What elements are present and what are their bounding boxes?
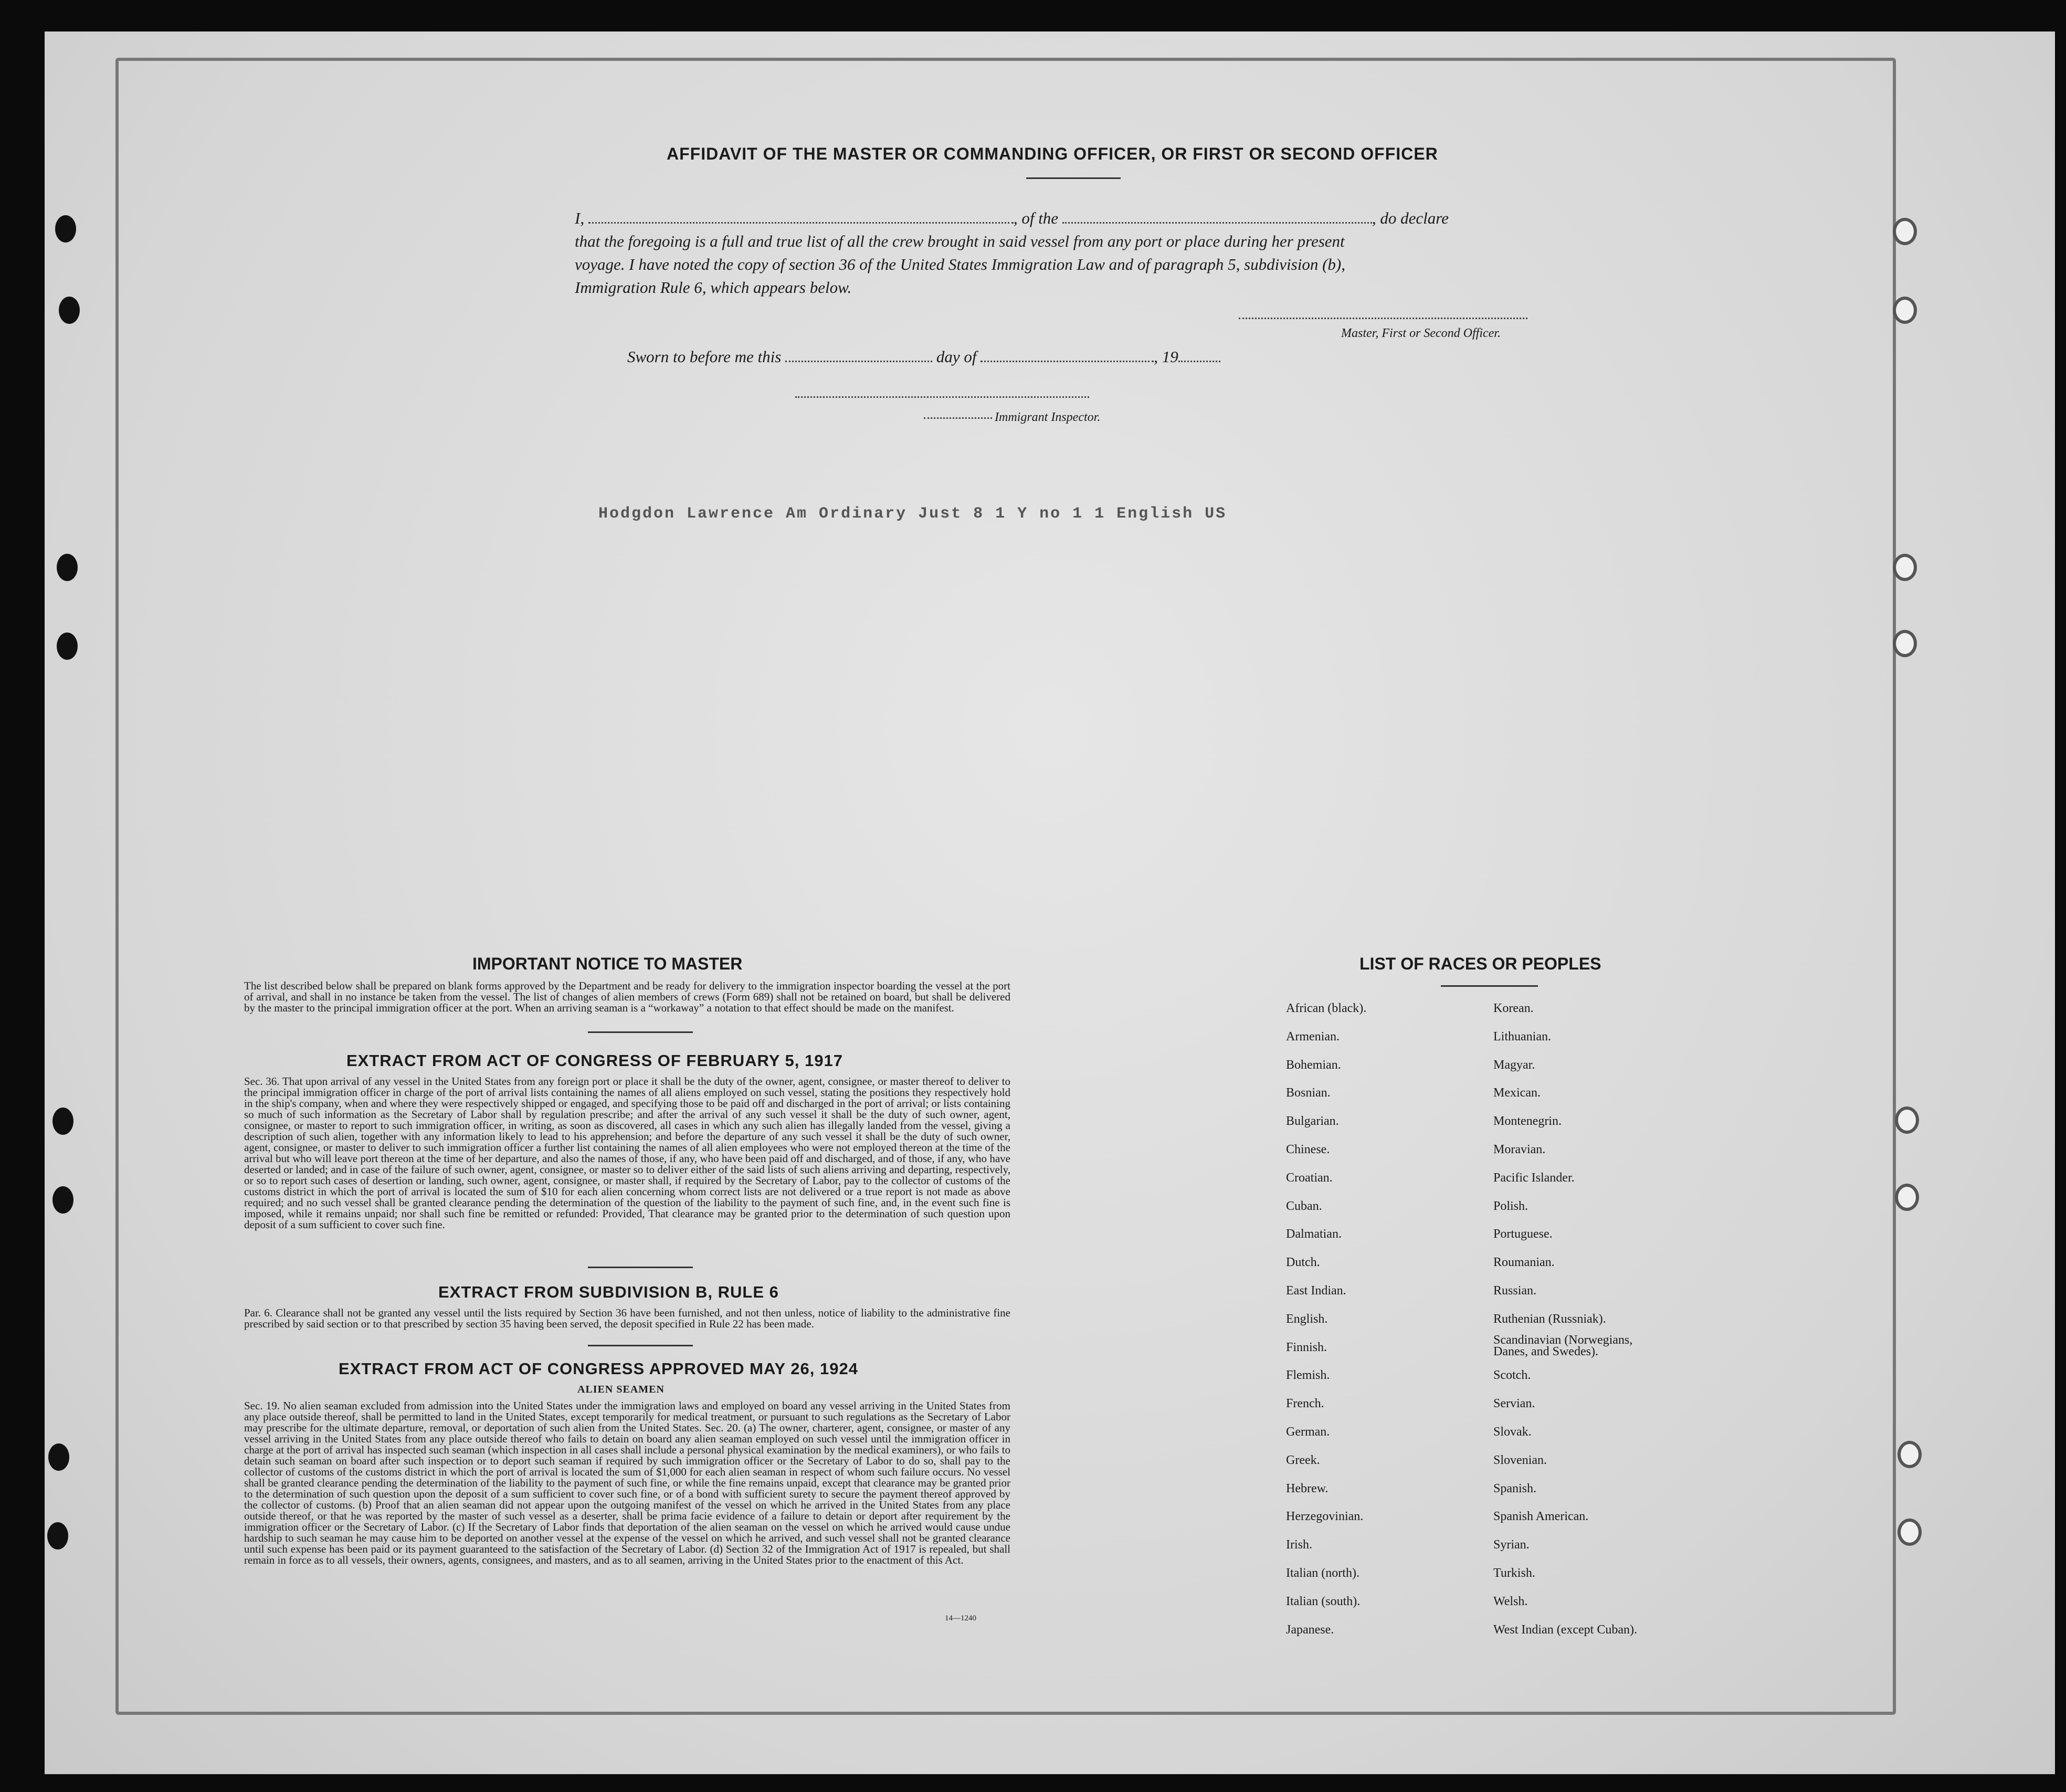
race-item: Roumanian. (1493, 1256, 1555, 1270)
alien-seamen-subtitle: ALIEN SEAMEN (577, 1384, 665, 1395)
race-item: Polish. (1493, 1199, 1529, 1213)
year-blank[interactable] (1178, 355, 1220, 362)
race-item: French. (1286, 1397, 1324, 1411)
divider (1441, 985, 1538, 987)
race-item: Spanish American. (1493, 1510, 1589, 1524)
race-item: Scandinavian (Norwegians, Danes, and Swedes). (1493, 1333, 1633, 1358)
notice-title: IMPORTANT NOTICE TO MASTER (472, 954, 743, 973)
race-item: Cuban. (1286, 1199, 1322, 1213)
year-label: , 19 (1154, 347, 1178, 366)
races-title: LIST OF RACES OR PEOPLES (1359, 954, 1601, 973)
divider (1026, 177, 1121, 179)
binder-hole (57, 633, 78, 660)
vessel-blank[interactable] (1062, 217, 1372, 224)
race-item: Lithuanian. (1493, 1029, 1551, 1043)
race-item: African (black). (1286, 1002, 1367, 1015)
rule-6-title: EXTRACT FROM SUBDIVISION B, RULE 6 (438, 1283, 779, 1301)
race-item: Pacific Islander. (1493, 1171, 1575, 1185)
extract-1917-title: EXTRACT FROM ACT OF CONGRESS OF FEBRUARY 5, 1917 (346, 1051, 843, 1070)
race-item: English. (1286, 1312, 1328, 1326)
binder-hole (1893, 630, 1917, 657)
race-item: Flemish. (1286, 1368, 1330, 1383)
notice-body: The list described below shall be prepared on blank forms approved by the Department and be ready for delivery to the immigration inspector boarding the vessel at the port of arrival, and shall in no instance be taken from the vessel. The list of changes of alien members of crews (Form 689) shall not be retained on board, but shall be delivered by the master to the principal immigration officer at the port. When an arriving seaman is a “workaway” a notation to that effect should be made on the manifest. (244, 979, 1010, 1014)
affidavit-text-line: that the foregoing is a full and true list of all the crew brought in said vessel from any port or place during her present (575, 232, 1345, 250)
sworn-label: Sworn to before me this (627, 347, 782, 366)
race-item: Magyar. (1493, 1058, 1535, 1072)
binder-hole (55, 215, 76, 243)
affidavit-text-line: Immigration Rule 6, which appears below. (575, 278, 852, 297)
race-item: West Indian (except Cuban). (1493, 1622, 1637, 1637)
divider (588, 1031, 693, 1033)
race-item: Armenian. (1286, 1029, 1340, 1043)
race-item: Croatian. (1286, 1171, 1333, 1185)
race-item: Russian. (1493, 1284, 1537, 1298)
race-item: Bulgarian. (1286, 1114, 1339, 1129)
binder-hole (52, 1108, 73, 1135)
of-the-label: , of the (1013, 209, 1059, 227)
race-item: Italian (south). (1286, 1594, 1361, 1608)
race-item: Turkish. (1493, 1566, 1535, 1580)
binder-hole (1895, 1106, 1919, 1134)
binder-hole (48, 1443, 69, 1471)
race-item: Bosnian. (1286, 1086, 1331, 1100)
race-item: Chinese. (1286, 1143, 1330, 1156)
form-number: 14—1240 (945, 1614, 976, 1622)
race-item: Ruthenian (Russniak). (1493, 1312, 1606, 1326)
binder-hole (52, 1186, 73, 1214)
affidavit-title: AFFIDAVIT OF THE MASTER OR COMMANDING OFFICER, OR FIRST OR SECOND OFFICER (667, 144, 1438, 163)
race-item: Japanese. (1286, 1622, 1334, 1637)
race-item: Welsh. (1493, 1594, 1528, 1608)
race-item: Finnish. (1286, 1340, 1327, 1354)
race-item: Bohemian. (1286, 1058, 1341, 1072)
do-declare-label: , do declare (1372, 209, 1449, 227)
binder-hole (1893, 218, 1917, 245)
binder-hole (1898, 1441, 1922, 1468)
binder-hole (47, 1522, 68, 1549)
affidavit-i-label: I, (575, 209, 585, 227)
binder-hole (1898, 1519, 1922, 1546)
race-item: Korean. (1493, 1002, 1534, 1015)
master-caption: Master, First or Second Officer. (1341, 326, 1501, 340)
sworn-line (627, 347, 1220, 366)
binder-hole (57, 554, 78, 581)
race-item: Mexican. (1493, 1086, 1541, 1100)
race-item: Herzegovinian. (1286, 1510, 1364, 1524)
race-item: Dutch. (1286, 1256, 1320, 1270)
day-blank[interactable] (785, 355, 932, 362)
rule-6-body: Par. 6. Clearance shall not be granted any vessel until the lists required by Section 36 have been furnished, and not then unless, notice of liability to the administrative fine prescribed by said section or to that prescribed by section 35 having been served, the deposit specified in Rule 22 has been made. (244, 1306, 1010, 1330)
divider (588, 1267, 693, 1268)
race-item: Portuguese. (1493, 1227, 1553, 1241)
race-item: German. (1286, 1425, 1330, 1439)
inspector-caption: Immigrant Inspector. (995, 410, 1101, 424)
binder-hole (1895, 1184, 1919, 1211)
inspector-lead-dots (924, 417, 992, 419)
race-item: Hebrew. (1286, 1481, 1329, 1495)
day-of-label: day of (936, 347, 977, 366)
race-item: Syrian. (1493, 1538, 1530, 1552)
master-signature-line[interactable] (1239, 318, 1527, 319)
race-item: Dalmatian. (1286, 1227, 1342, 1241)
race-item: Slovak. (1493, 1425, 1532, 1439)
affidavit-text-line: voyage. I have noted the copy of section 36 of the United States Immigration Law and of paragraph 5, subdivision (b), (575, 255, 1345, 273)
binder-hole (1893, 554, 1917, 581)
extract-1924-body: Sec. 19. No alien seaman excluded from admission into the United States under the immigration laws and employed on board any vessel arriving in the United States from any place outside thereof, shall be permitted to land in the United States, except temporarily for medical treatment, or pursuant to such regulations as the Secretary of Labor may prescribe for the ultimate departure, removal, or deportation of such alien from the United States. Sec. 20. (a) The owner, charterer, agent, consignee, or master of any vessel arriving in the United States from any place outside thereof who fails to detain on board any alien seaman employed on such vessel until the immigration officer in charge at the port of arrival has inspected such seaman (which inspection in all cases shall include a personal physical examination by the medical examiners), or who fails to detain such seaman on board after such inspection or to deport such seaman if required by such immigration officer or the Secretary of Labor to do so, shall pay to the collector of customs of the customs district in which the port of arrival is located the sum of $1,000 for each alien seaman in respect of whom such failure occurs. No vessel shall be granted clearance pending the determination of the liability to the payment of such fine, or while the fine remains unpaid, except that clearance may be granted prior to the determination of such question upon the deposit of a sum sufficient to cover such fine, or of a bond with sufficient surety to secure the payment thereof approved by the collector of customs. (b) Proof that an alien seaman did not appear upon the outgoing manifest of the vessel on which he arrived in the United States from any place outside thereof, or that he was reported by the master of such vessel as a deserter, shall be prima facie evidence of a failure to detain or deport after requirement by the immigration officer or the Secretary of Labor. (c) If the Secretary of Labor finds that deportation of the alien seaman on the vessel on which he arrived would cause undue hardship to such seaman he may cause him to be deported on another vessel at the expense of the vessel on which he arrived, and such vessel shall not be granted clearance until such expense has been paid or its payment guaranteed to the satisfaction of the Secretary of Labor. (d) Section 32 of the Immigration Act of 1917 is repealed, but shall remain in force as to all vessels, their owners, agents, consignees, and masters, and as to all seamen, arriving in the United States prior to the enactment of this Act. (244, 1399, 1010, 1566)
month-blank[interactable] (981, 355, 1154, 362)
extract-1917-body: Sec. 36. That upon arrival of any vessel in the United States from any foreign port or place it shall be the duty of the owner, agent, consignee, or master thereof to deliver to the principal immigration officer in charge of the port of arrival lists containing the names of all aliens employed on such vessel, stating the positions they respectively hold in the ship's company, when and where they were respectively shipped or engaged, and specifying those to be paid off and discharged in the port of arrival; or lists containing so much of such information as the Secretary of Labor shall by regulation prescribe; and after the arrival of any such vessel it shall be the duty of such owner, agent, consignee, or master to report to such immigration officer, in writing, as soon as discovered, all cases in which any such alien has illegally landed from the vessel, giving a description of such alien, together with any information likely to lead to his apprehension; and before the departure of any such vessel it shall be the duty of such owner, agent, consignee, or master to deliver to such immigration officer a further list containing the names of all alien employees who were not employed thereon at the time of the arrival but who will leave port thereon at the time of her departure, and also the names of those, if any, who have been paid off and discharged, and of those, if any, who have deserted or landed; and in case of the failure of such owner, agent, consignee, or master so to deliver either of the said lists of such aliens arriving and departing, respectively, or so to report such cases of desertion or landing, such owner, agent, consignee, or master shall, if required by the Secretary of Labor, pay to the collector of customs of the customs district in which the port of arrival is located the sum of $10 for each alien concerning whom correct lists are not delivered or a true report is not made as above required; and no such vessel shall be granted clearance pending the determination of the question of the liability to the payment of such fine, and, in the event such fine is imposed, while it remains unpaid; nor shall such fine be remitted or refunded: Provided, That clearance may be granted prior to the determination of such question upon deposit of a sum sufficient to cover such fine. (244, 1075, 1010, 1231)
race-item: East Indian. (1286, 1284, 1346, 1298)
binder-hole (1893, 297, 1917, 324)
race-item: Servian. (1493, 1397, 1535, 1411)
inspector-signature-line[interactable] (795, 396, 1089, 398)
race-item: Greek. (1286, 1453, 1320, 1467)
extract-1924-title: EXTRACT FROM ACT OF CONGRESS APPROVED MAY 26, 1924 (339, 1359, 858, 1378)
race-item: Slovenian. (1493, 1453, 1547, 1467)
typed-crew-entry: Hodgdon Lawrence Am Ordinary Just 8 1 Y no 1 1 English US (598, 505, 1227, 523)
race-item: Spanish. (1493, 1481, 1537, 1495)
affidavit-declaration-line (575, 209, 1449, 228)
race-item: Moravian. (1493, 1143, 1546, 1156)
race-item: Irish. (1286, 1538, 1312, 1552)
race-item: Italian (north). (1286, 1566, 1359, 1580)
binder-hole (59, 297, 80, 324)
name-blank[interactable] (588, 217, 1014, 224)
divider (588, 1345, 693, 1346)
race-item: Montenegrin. (1493, 1114, 1562, 1129)
race-item: Scotch. (1493, 1368, 1531, 1383)
